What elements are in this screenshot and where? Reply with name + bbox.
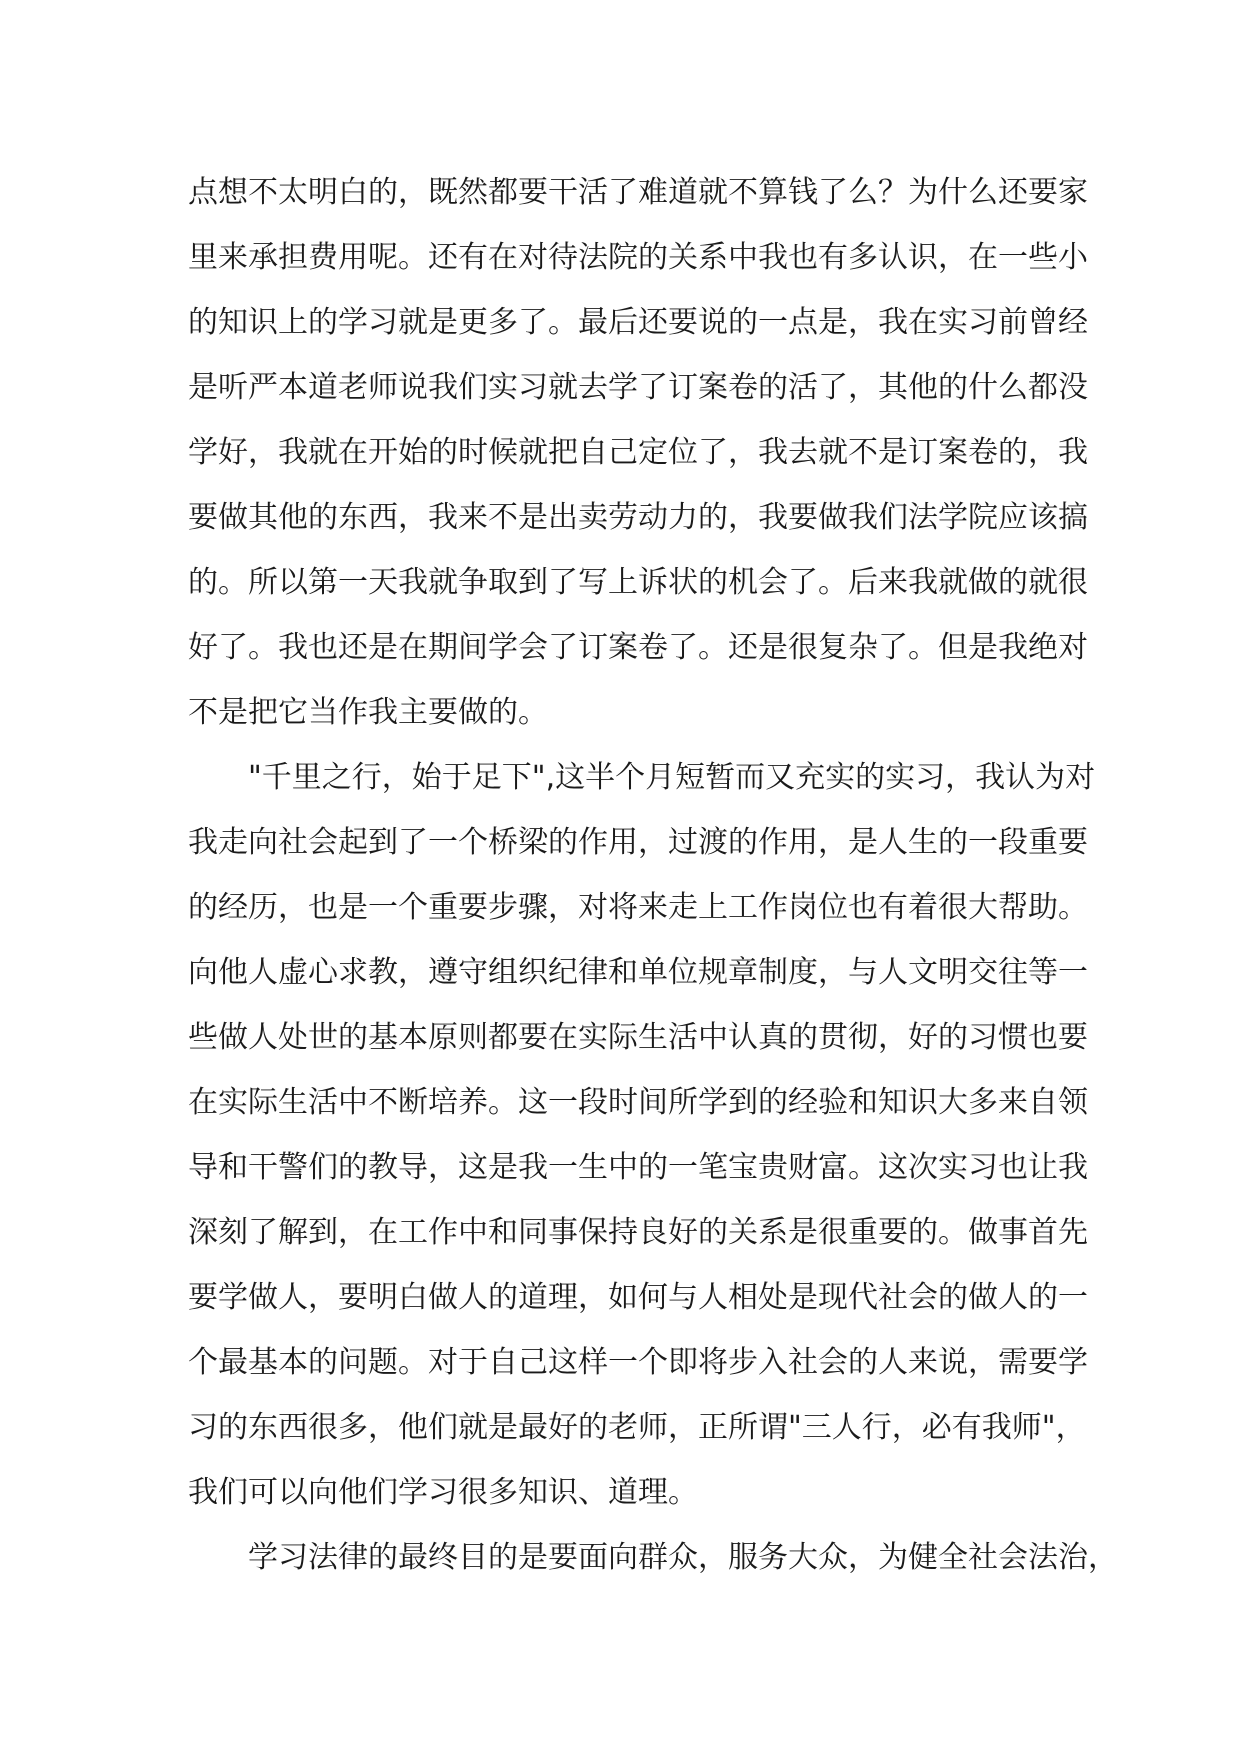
paragraph-2-line-10: 个最基本的问题。对于自己这样一个即将步入社会的人来说，需要学 bbox=[188, 1345, 1088, 1380]
paragraph-2-line-11: 习的东西很多，他们就是最好的老师，正所谓"三人行，必有我师"， bbox=[188, 1410, 1086, 1445]
paragraph-2-line-6: 在实际生活中不断培养。这一段时间所学到的经验和知识大多来自领 bbox=[188, 1085, 1088, 1120]
paragraph-2-line-4: 向他人虚心求教，遵守组织纪律和单位规章制度，与人文明交往等一 bbox=[188, 955, 1088, 990]
paragraph-1-line-8: 好了。我也还是在期间学会了订案卷了。还是很复杂了。但是我绝对 bbox=[188, 630, 1088, 665]
paragraph-1-line-2: 里来承担费用呢。还有在对待法院的关系中我也有多认识，在一些小 bbox=[188, 240, 1088, 275]
paragraph-1-line-9: 不是把它当作我主要做的。 bbox=[188, 695, 548, 730]
paragraph-2-line-2: 我走向社会起到了一个桥梁的作用，过渡的作用，是人生的一段重要 bbox=[188, 825, 1088, 860]
paragraph-2-line-8: 深刻了解到，在工作中和同事保持良好的关系是很重要的。做事首先 bbox=[188, 1215, 1088, 1250]
paragraph-1-line-6: 要做其他的东西，我来不是出卖劳动力的，我要做我们法学院应该搞 bbox=[188, 500, 1088, 535]
paragraph-2-line-7: 导和干警们的教导，这是我一生中的一笔宝贵财富。这次实习也让我 bbox=[188, 1150, 1088, 1185]
paragraph-1-line-3: 的知识上的学习就是更多了。最后还要说的一点是，我在实习前曾经 bbox=[188, 305, 1088, 340]
paragraph-1-line-7: 的。所以第一天我就争取到了写上诉状的机会了。后来我就做的就很 bbox=[188, 565, 1088, 600]
paragraph-1-line-4: 是听严本道老师说我们实习就去学了订案卷的活了，其他的什么都没 bbox=[188, 370, 1088, 405]
paragraph-2-line-12: 我们可以向他们学习很多知识、道理。 bbox=[188, 1475, 698, 1510]
paragraph-1-line-5: 学好，我就在开始的时候就把自己定位了，我去就不是订案卷的，我 bbox=[188, 435, 1088, 470]
paragraph-2-line-5: 些做人处世的基本原则都要在实际生活中认真的贯彻，好的习惯也要 bbox=[188, 1020, 1088, 1055]
paragraph-3-line-1: 学习法律的最终目的是要面向群众，服务大众，为健全社会法治， bbox=[248, 1540, 1118, 1575]
paragraph-2-line-3: 的经历，也是一个重要步骤，对将来走上工作岗位也有着很大帮助。 bbox=[188, 890, 1088, 925]
document-body bbox=[188, 160, 1118, 1590]
paragraph-2-line-9: 要学做人，要明白做人的道理，如何与人相处是现代社会的做人的一 bbox=[188, 1280, 1088, 1315]
paragraph-2-line-1: "千里之行，始于足下",这半个月短暂而又充实的实习，我认为对 bbox=[248, 760, 1096, 795]
paragraph-1-line-1: 点想不太明白的，既然都要干活了难道就不算钱了么？为什么还要家 bbox=[188, 175, 1088, 210]
